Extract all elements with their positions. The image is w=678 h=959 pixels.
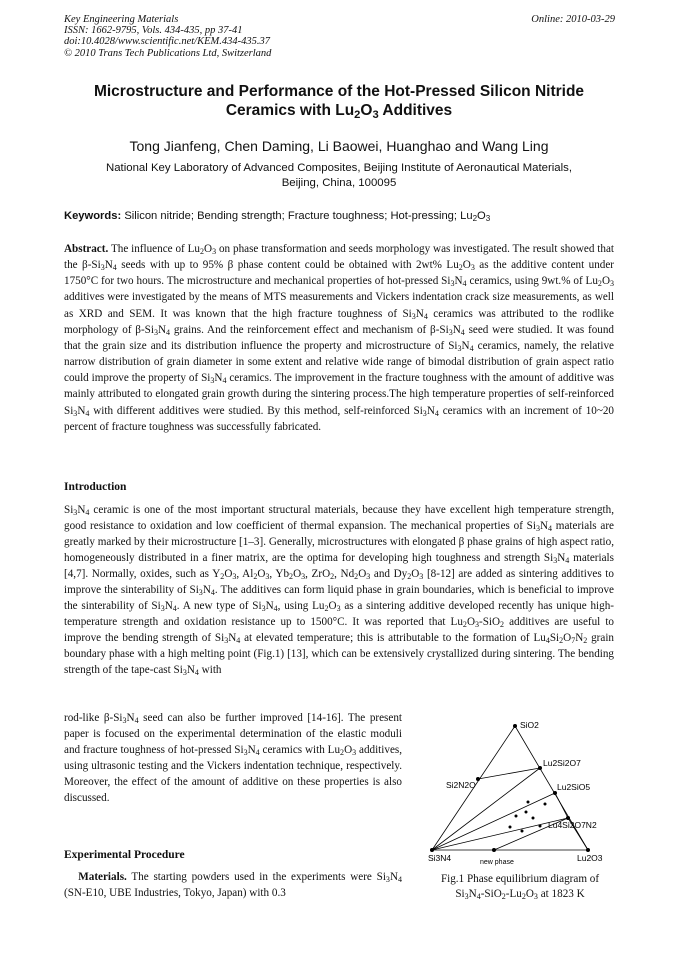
phase-diagram-svg xyxy=(420,718,620,866)
subscript: 3 xyxy=(210,376,215,386)
abstract-text: grains. And the reinforcement effect and mechanism of β-Si xyxy=(170,323,449,336)
subscript: 4 xyxy=(85,408,90,418)
phase-point xyxy=(492,848,496,852)
abstract-text: seed were studied. It was found that the grain size and its distribution influence the property and microstructure of Si xyxy=(64,323,615,352)
subscript: 3 xyxy=(261,604,266,614)
intro-text: O xyxy=(344,744,353,757)
subscript: 4 xyxy=(236,636,241,646)
abstract-text: as the additive content under 1750°C for two hours. The microstructure and mechanical properties of hot-pressed Si xyxy=(64,259,614,288)
title-text: Ceramics with Lu xyxy=(225,102,355,119)
subscript: 3 xyxy=(535,524,540,534)
subscript: 3 xyxy=(609,279,614,289)
composition-dot xyxy=(515,815,518,818)
intro-text: N xyxy=(77,504,86,516)
subscript: 2 xyxy=(220,572,225,582)
title-subscript: 3 xyxy=(372,108,379,121)
online-date: Online: 2010-03-29 xyxy=(531,14,615,25)
title-text: Additives xyxy=(378,102,453,119)
subscript: 3 xyxy=(422,408,427,418)
label-si2n2o: Si2N2O xyxy=(446,780,476,790)
subscript: 3 xyxy=(182,668,187,678)
subscript: 3 xyxy=(419,572,424,582)
caption-subscript: 2 xyxy=(501,892,506,901)
subscript: 7 xyxy=(571,636,576,646)
phase-diagram-figure xyxy=(420,718,620,866)
materials-label: Materials. xyxy=(78,871,127,883)
keywords-subscript: 3 xyxy=(485,214,491,224)
composition-dot xyxy=(509,826,512,829)
intro-text: materials are greatly marked by their microstructure [1–3]. Generally, microstructures with elongated β phase grains of high aspect ratio, homogeneously distributed in a finer matrix, are the optima for developing high toughness and strength Si xyxy=(64,520,614,565)
intro-text: ceramic is one of the most important structural materials, because they have excellent high temperature strength, good resistance to oxidation and low coefficient of thermal expansion. The mechanical properties of Si xyxy=(64,504,614,533)
intro-text: N xyxy=(126,712,135,724)
intro-text: N xyxy=(575,632,584,645)
label-lu2si2o7: Lu2Si2O7 xyxy=(543,758,581,768)
abstract-text: N xyxy=(214,372,223,385)
abstract-text: on phase transformation and seeds morphology was investigated. The result showed that the β-Si xyxy=(64,243,615,272)
subscript: 3 xyxy=(73,508,78,517)
abstract-text: N xyxy=(77,404,86,417)
subscript: 2 xyxy=(200,247,205,256)
intro-text: N xyxy=(228,632,237,645)
subscript: 2 xyxy=(289,572,294,582)
subscript: 2 xyxy=(559,636,564,646)
subscript: 4 xyxy=(134,716,139,725)
intro-text: . A new type of Si xyxy=(176,600,262,613)
intro-text: , Yb xyxy=(269,568,290,581)
subscript: 3 xyxy=(411,311,416,321)
caption-text: N xyxy=(468,888,477,900)
title-line-2 xyxy=(40,101,638,120)
intro-text: , Al xyxy=(236,568,254,581)
abstract-text: N xyxy=(158,323,167,336)
subscript: 4 xyxy=(565,556,570,566)
subscript: 4 xyxy=(460,327,465,337)
subscript: 3 xyxy=(450,279,455,289)
subscript: 3 xyxy=(352,748,357,758)
subscript: 4 xyxy=(434,408,439,418)
keywords-text: Silicon nitride; Bending strength; Fracture toughness; Hot-pressing; Lu xyxy=(124,210,473,222)
subscript: 4 xyxy=(210,588,215,598)
experimental-paragraph xyxy=(64,869,402,901)
subscript: 4 xyxy=(548,524,553,534)
abstract-text: ceramics. The improvement in the fracture toughness with the amount of additive was mainly attributed to elongated grain growth during the sintering process.The high temperature properties of self-reinforced Si xyxy=(64,372,614,417)
phase-point xyxy=(513,724,517,728)
subscript: 4 xyxy=(85,508,90,517)
abstract-text: ceramics, namely, the relative narrow distribution of grain diameter in some extent and relative wide range of bimodal distribution of grain aspect ratio could improve the property of Si xyxy=(64,339,615,385)
journal-name: Key Engineering Materials xyxy=(64,14,179,25)
abstract-text: O xyxy=(462,259,471,272)
caption-line-2 xyxy=(414,887,626,902)
abstract-text: N xyxy=(104,259,113,272)
doi-line[interactable]: doi:10.4028/www.scientific.net/KEM.434-435.37 xyxy=(64,36,270,48)
keywords-subscript: 2 xyxy=(472,214,478,224)
paper-title xyxy=(40,82,638,120)
abstract-text: N xyxy=(426,404,435,417)
intro-text: grain boundary phase with a high melting point (Fig.1) [13], which can be extensively crystallized during sintering. The bending strength of the tape-cast Si xyxy=(64,632,614,677)
caption-subscript: 2 xyxy=(521,892,526,901)
tie-si2n2o-lu2si2o7 xyxy=(478,768,540,779)
issn-line: ISSN: 1662-9795, Vols. 434-435, pp 37-41 xyxy=(64,25,243,37)
keywords-label: Keywords: xyxy=(64,210,122,222)
caption-text: -SiO xyxy=(480,888,502,900)
tie-lu2sio5-lu4si2o7n2 xyxy=(555,793,568,818)
composition-dot xyxy=(521,830,524,833)
subscript: 2 xyxy=(324,604,329,614)
subscript: 3 xyxy=(553,556,558,566)
intro-text: ceramics with Lu xyxy=(259,744,341,757)
exp-text: (SN-E10, UBE Industries, Tokyo, Japan) with 0.3 xyxy=(64,887,286,900)
subscript: 3 xyxy=(73,408,78,418)
intro-text: O xyxy=(328,600,337,613)
intro-text: O xyxy=(224,568,233,581)
caption-subscript: 4 xyxy=(476,892,481,901)
intro-text: and Dy xyxy=(370,568,408,581)
abstract-paragraph xyxy=(64,241,614,435)
subscript: 3 xyxy=(160,604,165,614)
caption-text: Si xyxy=(455,888,465,900)
intro-text: Si xyxy=(549,632,560,645)
subscript: 3 xyxy=(122,716,127,725)
intro-text: O xyxy=(411,568,420,581)
intro-text: N xyxy=(539,520,549,533)
intro-text: as a sintering additive developed recently has unique high-temperature strength and oxidation resistance up to 1500°C. It was reported that Lu xyxy=(64,600,614,629)
intro-text: N xyxy=(247,744,256,757)
subscript: 4 xyxy=(397,875,402,884)
composition-dot xyxy=(525,811,528,814)
intro-text: O xyxy=(563,632,572,645)
intro-text: N xyxy=(202,584,211,597)
subscript: 2 xyxy=(462,620,467,630)
label-new-phase: new phase xyxy=(480,859,514,866)
intro-text: O xyxy=(293,568,302,581)
intro-text: N xyxy=(265,600,274,613)
subscript: 4 xyxy=(423,311,428,321)
affiliation-line-2: Beijing, China, 100095 xyxy=(281,177,397,189)
subscript: 3 xyxy=(470,263,475,273)
composition-dot xyxy=(532,817,535,820)
subscript: 4 xyxy=(166,327,171,337)
abstract-label: Abstract. xyxy=(64,243,109,255)
title-subscript: 2 xyxy=(354,108,361,121)
caption-line-1: Fig.1 Phase equilibrium diagram of xyxy=(440,873,600,885)
keywords xyxy=(64,210,624,222)
caption-text: O xyxy=(525,888,534,900)
label-lu2o3: Lu2O3 xyxy=(577,853,603,863)
intro-text: , ZrO xyxy=(305,568,331,581)
intro-text: materials [4,7]. Normally, oxides, such as Y xyxy=(64,552,614,581)
subscript: 3 xyxy=(385,875,390,884)
title-line-1: Microstructure and Performance of the Hot-Pressed Silicon Nitride xyxy=(93,83,585,100)
subscript: 4 xyxy=(462,279,467,289)
intro-text: additives, using ultrasonic testing and the Vickers indentation technique, respectively. Moreover, the effect of the amount of additive on these properties is also discussed. xyxy=(64,744,403,805)
label-lu2sio5: Lu2SiO5 xyxy=(557,782,591,792)
subscript: 3 xyxy=(224,636,229,646)
affiliation-line-1: National Key Laboratory of Advanced Composites, Beijing Institute of Aeronautical Materials, xyxy=(105,162,572,174)
intro-text: O xyxy=(466,616,475,629)
subscript: 2 xyxy=(253,572,258,582)
subscript: 3 xyxy=(448,327,453,337)
experimental-heading: Experimental Procedure xyxy=(64,849,185,861)
subscript: 3 xyxy=(198,588,203,598)
caption-text: -Lu xyxy=(505,888,522,900)
title-text: O xyxy=(360,102,373,119)
abstract-text: O xyxy=(601,275,610,288)
phase-point xyxy=(476,777,480,781)
intro-text: rod-like β-Si xyxy=(64,712,123,724)
abstract-text: N xyxy=(452,323,461,336)
subscript: 4 xyxy=(222,376,227,386)
composition-dot xyxy=(544,803,547,806)
intro-text: -SiO xyxy=(479,616,501,629)
subscript: 3 xyxy=(474,620,479,630)
copyright-line: © 2010 Trans Tech Publications Ltd, Switzerland xyxy=(64,47,272,59)
intro-text: with xyxy=(198,664,222,677)
subscript: 3 xyxy=(457,343,462,353)
label-si3n4: Si3N4 xyxy=(428,853,452,863)
phase-point xyxy=(538,766,542,770)
figure-caption xyxy=(414,872,626,902)
abstract-text: ceramics, using 9wt.% of Lu xyxy=(466,275,598,288)
journal-header xyxy=(64,14,615,59)
intro-text: [8-12] are added as sintering additives to improve the sinterability of Si xyxy=(64,568,614,597)
keywords-text: O xyxy=(477,210,486,222)
subscript: 2 xyxy=(407,572,412,582)
intro-text: at elevated temperature; this is attributable to the formation of Lu xyxy=(240,632,546,645)
abstract-text: seeds with up to 95% β phase content could be obtained with 2wt% Lu xyxy=(116,259,459,272)
caption-text: at 1823 K xyxy=(537,888,585,900)
label-sio2: SiO2 xyxy=(520,720,539,730)
introduction-paragraph-continued xyxy=(64,710,402,806)
subscript: 4 xyxy=(469,343,474,353)
subscript: 3 xyxy=(265,572,270,582)
subscript: 2 xyxy=(354,572,359,582)
intro-text: N xyxy=(557,552,566,565)
subscript: 3 xyxy=(301,572,306,582)
intro-text: seed can also be further improved [14-16]. The present paper is focused on the experimental determination of the elastic moduli and fracture toughness of hot-pressed Si xyxy=(64,712,402,757)
tie-si3n4-lu2sio5 xyxy=(432,793,555,850)
intro-text: O xyxy=(257,568,266,581)
abstract-text: ceramics with an increment of 10~20 percent of fracture toughness was successfully fabricated. xyxy=(64,404,614,433)
subscript: 4 xyxy=(273,604,278,614)
subscript: 4 xyxy=(112,263,117,273)
introduction-heading: Introduction xyxy=(64,481,127,493)
author-list: Tong Jianfeng, Chen Daming, Li Baowei, Huanghao and Wang Ling xyxy=(129,138,549,154)
subscript: 4 xyxy=(172,604,177,614)
phase-point xyxy=(430,848,434,852)
abstract-text: ceramics was attributed to the rodlike morphology of β-Si xyxy=(64,307,614,336)
intro-text: N xyxy=(186,664,195,677)
subscript: 2 xyxy=(583,636,588,646)
subscript: 3 xyxy=(336,604,341,614)
abstract-text: with different additives were studied. By this method, self-reinforced Si xyxy=(89,404,423,417)
caption-subscript: 3 xyxy=(464,892,469,901)
subscript: 2 xyxy=(458,263,463,273)
label-lu4si2o7n2: Lu4Si2O7N2 xyxy=(548,820,597,830)
subscript: 3 xyxy=(153,327,158,337)
subscript: 4 xyxy=(545,636,550,646)
abstract-text: The influence of Lu xyxy=(110,243,201,255)
intro-text: additives are useful to improve the bending strength of Si xyxy=(64,616,614,645)
abstract-text: N xyxy=(454,275,463,288)
intro-text: , using Lu xyxy=(277,600,325,613)
exp-text: The starting powders used in the experiments were Si xyxy=(126,871,386,883)
subscript: 2 xyxy=(340,748,345,758)
subscript: 2 xyxy=(330,572,335,582)
subscript: 4 xyxy=(194,668,199,678)
abstract-text: N xyxy=(461,339,470,352)
abstract-text: N xyxy=(415,307,424,320)
intro-text: Si xyxy=(64,504,74,516)
subscript: 3 xyxy=(243,748,248,758)
caption-subscript: 3 xyxy=(533,892,538,901)
subscript: 3 xyxy=(366,572,371,582)
exp-text: N xyxy=(389,871,398,883)
intro-text: , Nd xyxy=(334,568,355,581)
subscript: 4 xyxy=(255,748,260,758)
subscript: 3 xyxy=(232,572,237,582)
composition-dot xyxy=(527,801,530,804)
subscript: 3 xyxy=(212,247,217,256)
affiliation xyxy=(70,161,608,191)
subscript: 2 xyxy=(500,620,505,630)
introduction-paragraph xyxy=(64,502,614,679)
phase-point xyxy=(586,848,590,852)
abstract-text: O xyxy=(204,243,213,255)
subscript: 3 xyxy=(100,263,105,273)
composition-dot xyxy=(539,825,542,828)
intro-text: O xyxy=(358,568,367,581)
intro-text: . The additives can form liquid phase in grain boundaries, which is beneficial to improve the sinterability of Si xyxy=(64,584,614,613)
abstract-text: additives were investigated by the means of MTS measurements and Vickers indentation crack size measurements, as well as XRD and SEM. It was known that the high fracture toughness of Si xyxy=(64,291,614,320)
subscript: 2 xyxy=(597,279,602,289)
intro-text: N xyxy=(164,600,173,613)
